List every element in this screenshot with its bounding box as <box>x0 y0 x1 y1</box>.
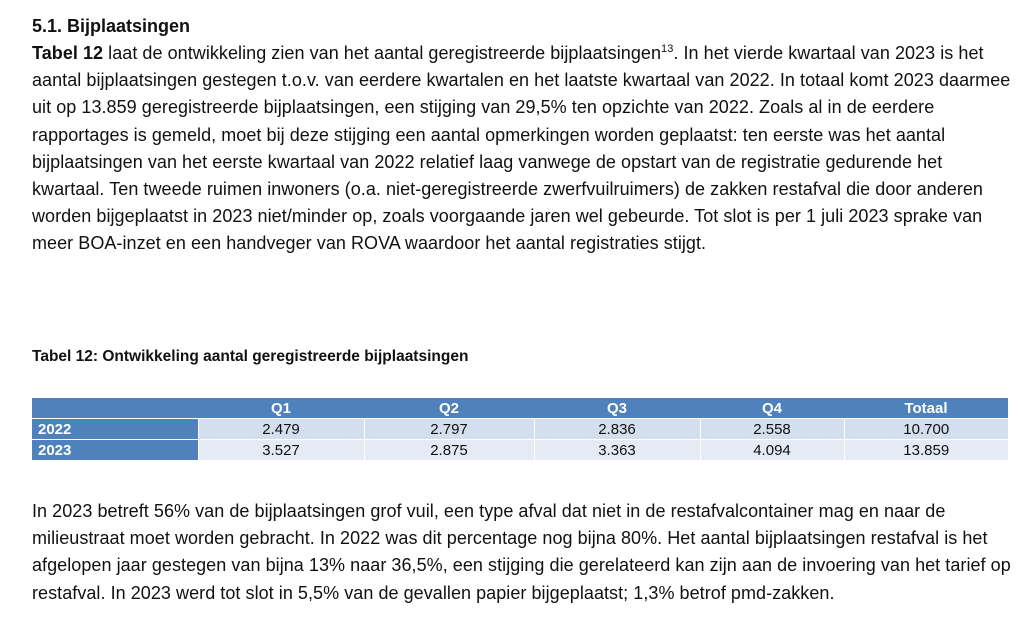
table-cell: 2.797 <box>364 419 534 440</box>
header-cell-q1: Q1 <box>198 398 364 419</box>
bijplaatsingen-table <box>32 398 1008 460</box>
table-cell: 2.875 <box>364 440 534 461</box>
table-cell: 2.479 <box>198 419 364 440</box>
intro-lead-text: laat de ontwikkeling zien van het aantal geregistreerde bijplaatsingen <box>103 43 662 63</box>
table-row <box>32 419 1008 440</box>
header-cell-q2: Q2 <box>364 398 534 419</box>
document-page <box>32 12 1012 603</box>
table-cell: 2.836 <box>534 419 700 440</box>
table-cell: 13.859 <box>844 440 1008 461</box>
footnote-marker[interactable]: 13 <box>661 43 674 55</box>
header-cell-q3: Q3 <box>534 398 700 419</box>
table-caption: Tabel 12: Ontwikkeling aantal geregistreerde bijplaatsingen <box>32 348 469 365</box>
table-cell: 3.363 <box>534 440 700 461</box>
table-cell: 2.558 <box>700 419 844 440</box>
intro-rest-text: . In het vierde kwartaal van 2023 is het aantal bijplaatsingen gestegen t.o.v. van eerdere kwartalen en het laatste kwartaal van 2022. In totaal komt 2023 daarmee uit op 13.859 geregistreerde bijplaatsingen, een stijging van 29,5% ten opzichte van 2022. Zoals al in de eerdere rapportages is gemeld, moet bij deze stijging een aantal opmerkingen worden geplaatst: ten eerste was het aantal bijplaatsingen van het eerste kwartaal van 2022 relatief laag vanwege de opstart van de registratie gedurende het kwartaal. Ten tweede ruimen inwoners (o.a. niet-geregistreerde zwerfvuilruimers) de zakken restafval die door anderen worden bijgeplaatst in 2023 niet/minder op, zoals voorgaande jaren wel gebeurde. Tot slot is per 1 juli 2023 sprake van meer BOA-inzet en een handveger van ROVA waardoor het aantal registraties stijgt. <box>32 43 1011 254</box>
closing-section <box>32 498 1012 607</box>
row-year-label: 2022 <box>32 419 198 440</box>
intro-paragraph <box>32 40 1012 258</box>
header-cell-corner <box>32 398 198 419</box>
header-cell-totaal: Totaal <box>844 398 1008 419</box>
table-cell: 10.700 <box>844 419 1008 440</box>
table-cell: 4.094 <box>700 440 844 461</box>
row-year-label: 2023 <box>32 440 198 461</box>
table-reference: Tabel 12 <box>32 43 104 63</box>
table-row <box>32 440 1008 461</box>
section-heading: 5.1. Bijplaatsingen <box>32 16 191 36</box>
header-cell-q4: Q4 <box>700 398 844 419</box>
table-header-row <box>32 398 1008 419</box>
closing-paragraph: In 2023 betreft 56% van de bijplaatsingen grof vuil, een type afval dat niet in de restafvalcontainer mag en naar de milieustraat moet worden gebracht. In 2022 was dit percentage nog bijna 80%. Het aantal bijplaatsingen restafval is het afgelopen jaar gestegen van bijna 13% naar 36,5%, een stijging die gerelateerd kan zijn aan de invoering van het tarief op restafval. In 2023 werd tot slot in 5,5% van de gevallen papier bijgeplaatst; 1,3% betrof pmd-zakken. <box>32 501 1011 603</box>
table-cell: 3.527 <box>198 440 364 461</box>
